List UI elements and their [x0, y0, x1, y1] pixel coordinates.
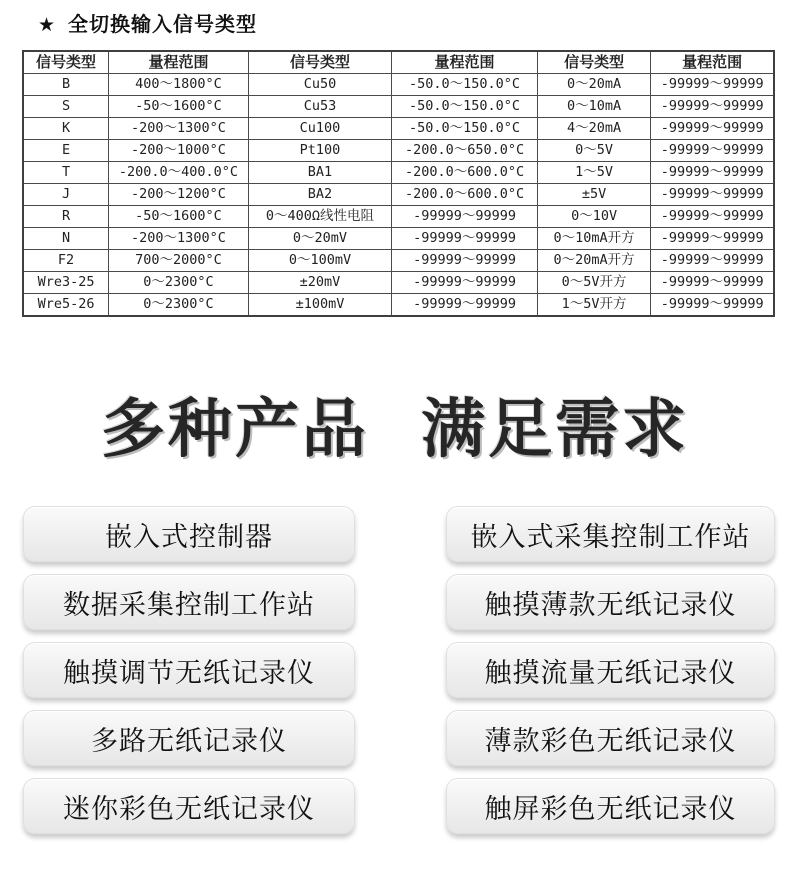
table-cell: 0～10mA — [537, 96, 650, 118]
table-cell: ±20mV — [248, 272, 391, 294]
table-row — [23, 162, 774, 184]
header-row — [23, 51, 774, 74]
table-cell: Wre3-25 — [23, 272, 109, 294]
table-cell: -99999～99999 — [392, 250, 538, 272]
table-cell: 0～20mA — [537, 74, 650, 96]
table-cell: -99999～99999 — [392, 272, 538, 294]
table-cell: BA1 — [248, 162, 391, 184]
table-cell: 0～5V开方 — [537, 272, 650, 294]
table-row — [23, 140, 774, 162]
table-cell: 4～20mA — [537, 118, 650, 140]
table-cell: -99999～99999 — [651, 272, 774, 294]
product-button[interactable]: 触屏彩色无纸记录仪 — [446, 778, 775, 834]
product-button[interactable]: 迷你彩色无纸记录仪 — [23, 778, 355, 834]
table-cell: T — [23, 162, 109, 184]
table-cell: N — [23, 228, 109, 250]
table-cell: K — [23, 118, 109, 140]
signal-table-header — [23, 51, 774, 74]
table-cell: 0～2300°C — [109, 272, 249, 294]
product-button[interactable]: 多路无纸记录仪 — [23, 710, 355, 766]
table-cell: BA2 — [248, 184, 391, 206]
table-cell: -99999～99999 — [392, 294, 538, 317]
table-cell: -99999～99999 — [651, 206, 774, 228]
table-cell: -99999～99999 — [651, 162, 774, 184]
table-row — [23, 294, 774, 317]
table-cell: -200.0～650.0°C — [392, 140, 538, 162]
table-cell: ±100mV — [248, 294, 391, 317]
table-cell: S — [23, 96, 109, 118]
product-button[interactable]: 薄款彩色无纸记录仪 — [446, 710, 775, 766]
column-header: 信号类型 — [248, 51, 391, 74]
table-cell: Cu100 — [248, 118, 391, 140]
table-cell: 0～20mV — [248, 228, 391, 250]
table-cell: 700～2000°C — [109, 250, 249, 272]
product-button-column-left — [23, 506, 355, 846]
table-row — [23, 96, 774, 118]
star-icon: ★ — [38, 14, 57, 36]
table-cell: -99999～99999 — [651, 294, 774, 317]
product-button[interactable]: 触摸流量无纸记录仪 — [446, 642, 775, 698]
table-cell: -99999～99999 — [392, 228, 538, 250]
table-cell: F2 — [23, 250, 109, 272]
column-header: 量程范围 — [392, 51, 538, 74]
table-cell: 0～5V — [537, 140, 650, 162]
table-cell: -200～1300°C — [109, 228, 249, 250]
column-header: 量程范围 — [109, 51, 249, 74]
table-cell: -50.0～150.0°C — [392, 74, 538, 96]
table-cell: -200～1000°C — [109, 140, 249, 162]
table-cell: 0～2300°C — [109, 294, 249, 317]
column-header: 信号类型 — [23, 51, 109, 74]
table-cell: 0～400Ω线性电阻 — [248, 206, 391, 228]
table-cell: -99999～99999 — [651, 74, 774, 96]
table-cell: -50～1600°C — [109, 96, 249, 118]
table-cell: 0～10mA开方 — [537, 228, 650, 250]
table-row — [23, 74, 774, 96]
page-title — [0, 378, 790, 470]
column-header: 量程范围 — [651, 51, 774, 74]
table-cell: -99999～99999 — [651, 250, 774, 272]
product-button[interactable]: 触摸调节无纸记录仪 — [23, 642, 355, 698]
table-cell: ±5V — [537, 184, 650, 206]
table-cell: 1～5V开方 — [537, 294, 650, 317]
table-cell: -200.0～600.0°C — [392, 162, 538, 184]
product-button[interactable]: 数据采集控制工作站 — [23, 574, 355, 630]
signal-type-table — [22, 50, 775, 317]
table-cell: 0～10V — [537, 206, 650, 228]
table-cell: 400～1800°C — [109, 74, 249, 96]
table-cell: -99999～99999 — [651, 140, 774, 162]
table-cell: -99999～99999 — [651, 184, 774, 206]
signal-table-body — [23, 74, 774, 317]
product-button[interactable]: 触摸薄款无纸记录仪 — [446, 574, 775, 630]
table-cell: -50～1600°C — [109, 206, 249, 228]
table-cell: -99999～99999 — [651, 118, 774, 140]
table-cell: B — [23, 74, 109, 96]
table-cell: -99999～99999 — [651, 228, 774, 250]
table-row — [23, 206, 774, 228]
page-title-right: 满足需求 — [421, 393, 689, 467]
table-row — [23, 228, 774, 250]
table-cell: -200.0～600.0°C — [392, 184, 538, 206]
table-cell: Pt100 — [248, 140, 391, 162]
table-row — [23, 118, 774, 140]
table-cell: Cu50 — [248, 74, 391, 96]
table-cell: R — [23, 206, 109, 228]
table-cell: -200～1300°C — [109, 118, 249, 140]
table-cell: 1～5V — [537, 162, 650, 184]
table-cell: -200.0～400.0°C — [109, 162, 249, 184]
table-row — [23, 250, 774, 272]
table-cell: 0～20mA开方 — [537, 250, 650, 272]
table-cell: Wre5-26 — [23, 294, 109, 317]
table-cell: -99999～99999 — [651, 96, 774, 118]
table-cell: -50.0～150.0°C — [392, 96, 538, 118]
table-cell: Cu53 — [248, 96, 391, 118]
table-cell: -200～1200°C — [109, 184, 249, 206]
page-title-left: 多种产品 — [101, 393, 369, 467]
table-cell: 0～100mV — [248, 250, 391, 272]
column-header: 信号类型 — [537, 51, 650, 74]
product-button[interactable]: 嵌入式控制器 — [23, 506, 355, 562]
section-title-text: 全切换输入信号类型 — [68, 12, 258, 36]
table-cell: -99999～99999 — [392, 206, 538, 228]
table-row — [23, 184, 774, 206]
section-title — [38, 8, 257, 37]
product-button[interactable]: 嵌入式采集控制工作站 — [446, 506, 775, 562]
table-cell: E — [23, 140, 109, 162]
product-button-column-right — [446, 506, 775, 846]
table-cell: -50.0～150.0°C — [392, 118, 538, 140]
table-cell: J — [23, 184, 109, 206]
table-row — [23, 272, 774, 294]
